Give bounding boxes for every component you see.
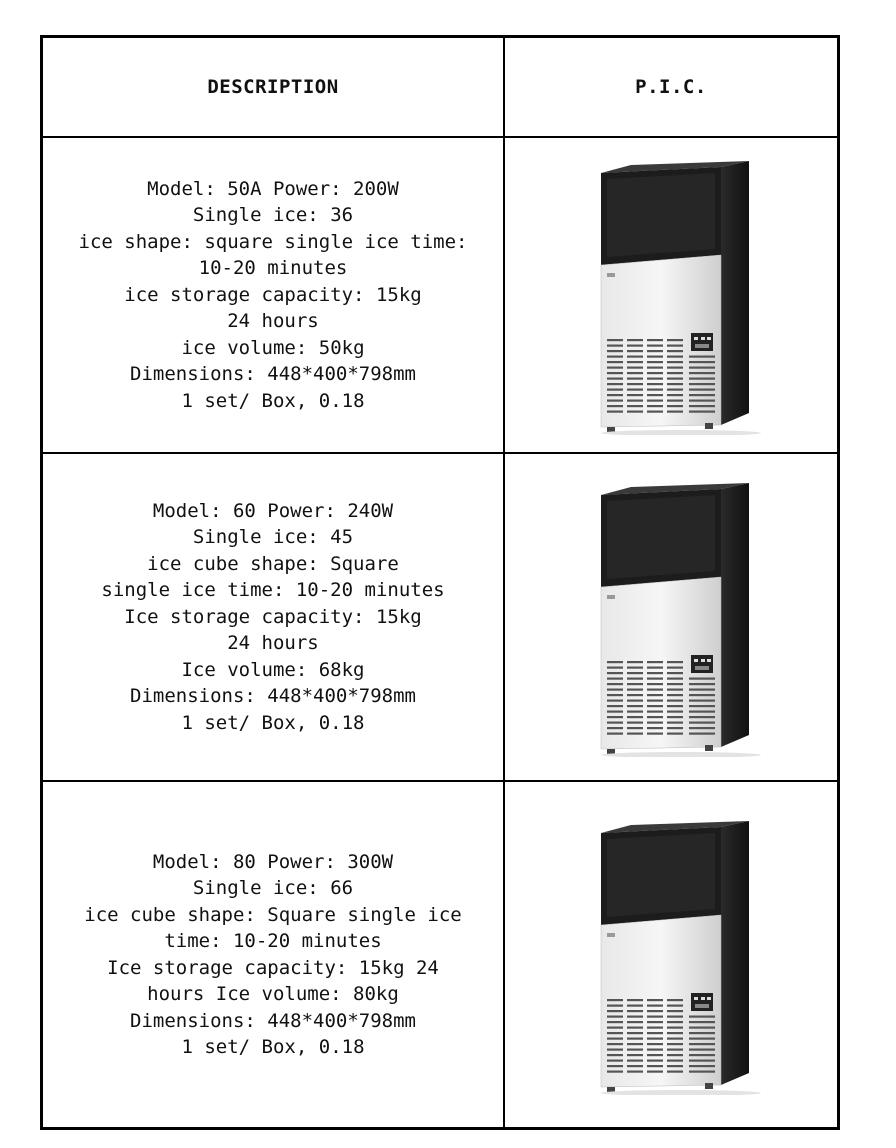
header-pic-cell (505, 38, 837, 136)
desc-line: Dimensions: 448*400*798mm (130, 685, 416, 708)
desc-line: 24 hours (227, 310, 319, 333)
table-header-row (43, 38, 837, 138)
header-pic: P.I.C. (635, 76, 707, 98)
desc-line: 1 set/ Box, 0.18 (181, 1036, 365, 1058)
header-description-cell (43, 38, 503, 136)
desc-line: Single ice: 36 (192, 204, 354, 227)
product-spec-table (40, 35, 840, 1130)
desc-line: Dimensions: 448*400*798mm (130, 1009, 416, 1032)
table-row (43, 138, 837, 454)
desc-line: 24 hours (227, 632, 319, 655)
description-text (84, 849, 462, 1061)
desc-line: Model: 50A Power: 200W (147, 177, 399, 200)
description-cell (43, 782, 503, 1127)
desc-line: ice cube shape: Square single ice (84, 903, 462, 926)
desc-line: 1 set/ Box, 0.18 (181, 711, 365, 734)
picture-cell (505, 454, 837, 780)
desc-line: 10-20 minutes (198, 257, 348, 280)
table-row (43, 782, 837, 1127)
table-row (43, 454, 837, 782)
desc-line: Ice storage capacity: 15kg 24 (107, 956, 439, 979)
ice-machine-photo (571, 155, 771, 435)
desc-line: Model: 60 Power: 240W (152, 499, 394, 522)
ice-machine-photo (571, 815, 771, 1095)
header-description: DESCRIPTION (207, 76, 339, 98)
desc-line: Ice volume: 68kg (181, 658, 365, 681)
desc-line: hours Ice volume: 80kg (147, 983, 399, 1005)
desc-line: Ice storage capacity: 15kg (124, 605, 422, 628)
desc-line: ice volume: 50kg (181, 336, 365, 359)
desc-line: 1 set/ Box, 0.18 (181, 389, 365, 412)
desc-line: Dimensions: 448*400*798mm (130, 363, 416, 386)
picture-cell (505, 138, 837, 452)
picture-cell (505, 782, 837, 1127)
desc-line: Model: 80 Power: 300W (152, 850, 394, 873)
desc-line: Single ice: 45 (192, 526, 354, 549)
description-cell (43, 454, 503, 780)
desc-line: single ice time: 10-20 minutes (101, 579, 445, 602)
desc-line: ice storage capacity: 15kg (124, 283, 422, 306)
description-text (101, 498, 444, 737)
description-text (79, 176, 468, 415)
ice-machine-photo (571, 477, 771, 757)
desc-line: time: 10-20 minutes (164, 930, 382, 952)
desc-line: ice cube shape: Square (147, 552, 399, 575)
desc-line: ice shape: square single ice time: (78, 230, 468, 253)
description-cell (43, 138, 503, 452)
desc-line: Single ice: 66 (192, 877, 354, 899)
